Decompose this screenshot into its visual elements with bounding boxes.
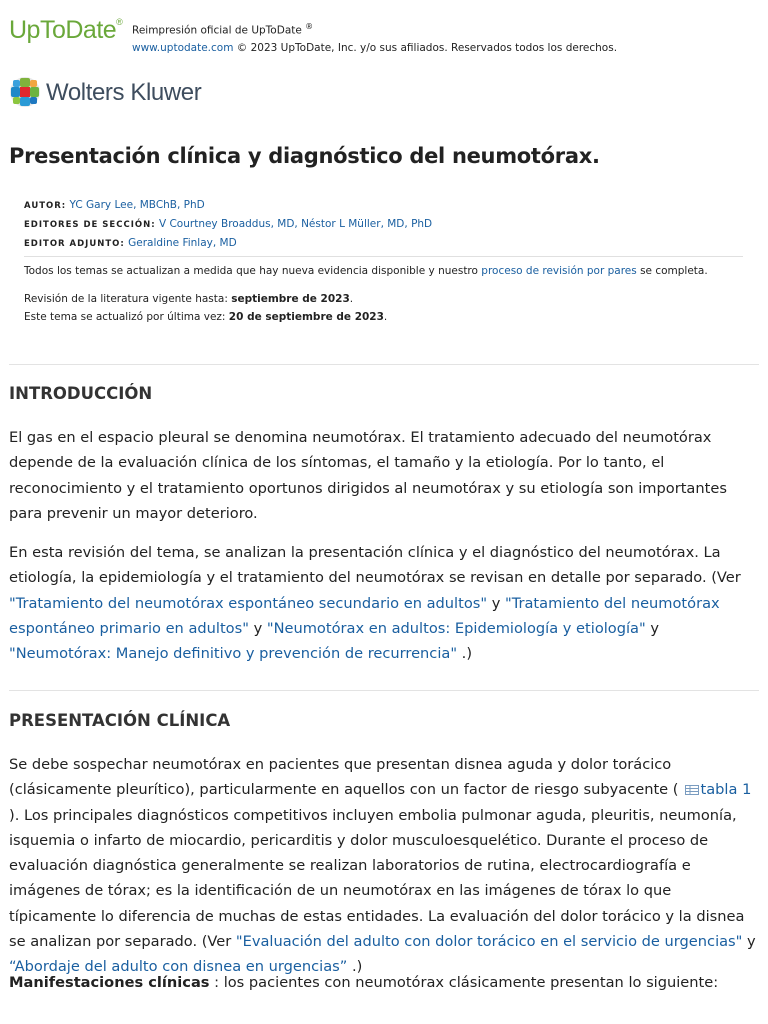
conjunction: y <box>487 594 505 612</box>
literature-review-label: Revisión de la literatura vigente hasta: <box>24 293 232 305</box>
meta-divider <box>24 256 743 257</box>
last-updated-label: Este tema se actualizó por última vez: <box>24 311 229 323</box>
clinical-paragraph-1 <box>9 752 761 980</box>
paren-close: .) <box>347 958 363 976</box>
reprint-registered-mark: ® <box>305 22 314 31</box>
link-definitive-management[interactable]: "Neumotórax: Manejo definitivo y prevención de recurrencia" <box>9 645 458 663</box>
last-updated-row: Este tema se actualizó por última vez: 20 de septiembre de 2023. <box>24 311 388 323</box>
section-divider <box>9 364 759 365</box>
clinical-heading: PRESENTACIÓN CLÍNICA <box>9 711 231 730</box>
link-epidemiology-etiology[interactable]: "Neumotórax en adultos: Epidemiología y etiología" <box>266 619 646 637</box>
last-updated-date: 20 de septiembre de 2023 <box>228 311 384 323</box>
uptodate-logo-text: UpToDate <box>9 16 117 44</box>
link-dyspnea-approach[interactable]: “Abordaje del adulto con disnea en urgencias” <box>9 958 348 976</box>
wolters-kluwer-name: Wolters Kluwer <box>46 79 202 106</box>
uptodate-site-link[interactable]: www.uptodate.com <box>132 41 234 54</box>
deputy-editor-row <box>24 234 432 253</box>
author-link[interactable]: YC Gary Lee, MBChB, PhD <box>69 199 205 211</box>
intro-paragraph-2 <box>9 540 761 666</box>
table-1-link[interactable]: tabla 1 <box>700 781 752 799</box>
author-row <box>24 196 432 215</box>
clinical-manifestations-paragraph <box>9 970 761 995</box>
intro-paragraph-1: El gas en el espacio pleural se denomina neumotórax. El tratamiento adecuado del neumotórax depende de la evaluación clínica de los síntomas, el tamaño y la etiología. Por lo tanto, el reconocimiento y el tratamiento oportunos dirigidos al neumotórax y su etiología son importantes para prevenir un mayor deterioro. <box>9 429 727 522</box>
conjunction: y <box>248 619 267 637</box>
clinical-manifestations-text: : los pacientes con neumotórax clásicamente presentan lo siguiente: <box>209 974 719 991</box>
update-notice <box>24 265 708 277</box>
uptodate-logo <box>9 16 122 45</box>
clinical-p1-text-b: ). Los principales diagnósticos competitivos incluyen embolia pulmonar aguda, pleuritis, neumonía, isquemia o infarto de miocardio, pericarditis y dolor musculoesquelético. Durante el proceso de evaluación diagnóstica generalmente se realizan laboratorios de rutina, electrocardiografía e imágenes de tórax; es la identificación de un neumotórax en las imágenes de tórax lo que típicamente lo diferencia de muchas de estas entidades. La evaluación del dolor torácico y la disnea se analizan por separado. (Ver <box>9 806 745 951</box>
section-divider <box>9 690 759 691</box>
reprint-notice <box>132 18 617 57</box>
literature-review-date: septiembre de 2023 <box>231 293 350 305</box>
registered-mark: ® <box>116 16 123 27</box>
deputy-editor-role: EDITOR ADJUNTO: <box>24 239 125 249</box>
section-editors-link[interactable]: V Courtney Broaddus, MD, Néstor L Müller, MD, PhD <box>158 218 433 230</box>
section-editors-row <box>24 215 432 234</box>
deputy-editor-link[interactable]: Geraldine Finlay, MD <box>128 237 237 249</box>
conjunction: y <box>645 619 659 637</box>
link-chest-pain-evaluation[interactable]: "Evaluación del adulto con dolor torácico en el servicio de urgencias" <box>235 933 743 951</box>
paren-close: .) <box>457 645 473 663</box>
wolters-kluwer-logo-icon <box>9 76 43 110</box>
notice-text-after: se completa. <box>636 265 708 277</box>
review-dates <box>24 290 387 326</box>
link-secondary-pneumothorax-treatment[interactable]: "Tratamiento del neumotórax espontáneo secundario en adultos" <box>9 594 488 612</box>
author-role: AUTOR: <box>24 201 67 211</box>
section-editors-role: EDITORES DE SECCIÓN: <box>24 220 156 230</box>
link-primary-pneumothorax-treatment[interactable]: "Tratamiento del neumotórax espontáneo primario en adultos" <box>9 594 720 637</box>
contributors <box>24 196 432 253</box>
article-title: Presentación clínica y diagnóstico del neumotórax. <box>9 144 600 168</box>
table-icon[interactable] <box>685 785 699 795</box>
reprint-line: Reimpresión oficial de UpToDate <box>132 24 302 37</box>
peer-review-link[interactable]: proceso de revisión por pares <box>481 265 637 277</box>
intro-heading: INTRODUCCIÓN <box>9 384 153 403</box>
notice-text-before: Todos los temas se actualizan a medida que hay nueva evidencia disponible y nuestro <box>24 265 482 277</box>
intro-p2-text: En esta revisión del tema, se analizan la presentación clínica y el diagnóstico del neumotórax. La etiología, la epidemiología y el tratamiento del neumotórax se revisan en detalle por separado. (Ver <box>9 544 741 587</box>
copyright-text: © 2023 UpToDate, Inc. y/o sus afiliados. Reservados todos los derechos. <box>233 41 618 54</box>
literature-review-row: Revisión de la literatura vigente hasta: septiembre de 2023. <box>24 293 354 305</box>
conjunction: y <box>742 933 756 951</box>
clinical-manifestations-label: Manifestaciones clínicas <box>9 974 210 991</box>
wolters-kluwer-logo <box>9 76 209 110</box>
clinical-p1-text-a: Se debe sospechar neumotórax en pacientes que presentan disnea aguda y dolor torácico (clásicamente pleurítico), particularmente en aquellos con un factor de riesgo subyacente ( <box>9 756 679 799</box>
